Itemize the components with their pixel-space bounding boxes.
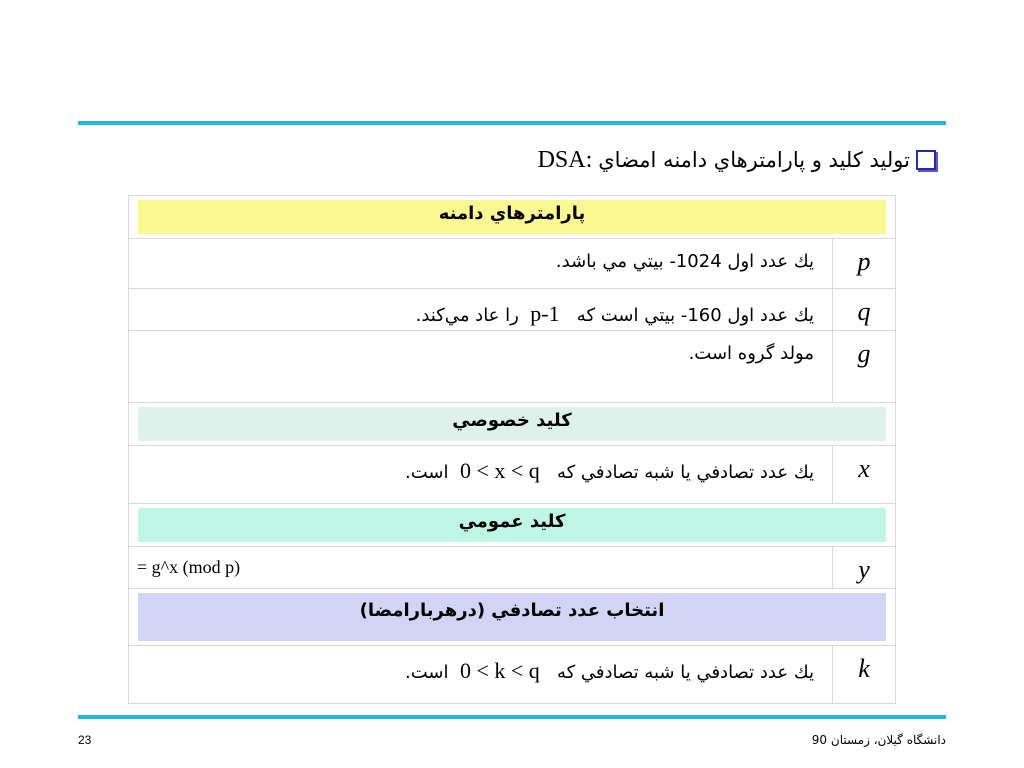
symbol-p: p [833, 239, 896, 289]
formula-y: = g^x (mod p) [129, 547, 833, 589]
section-header-domain: پارامترهاي دامنه [138, 200, 886, 234]
table-row-k [129, 646, 896, 704]
section-row-private [129, 403, 896, 446]
table-row-q [129, 289, 896, 331]
symbol-g: g [833, 331, 896, 403]
title-algo: DSA: [537, 146, 593, 173]
title-text: توليد كليد و پارامترهاي دامنه امضاي [598, 148, 910, 172]
footer-source: دانشگاه گيلان، زمستان 90 [811, 733, 946, 747]
description-x: يك عدد تصادفي يا شبه تصادفي كه 0 < x < q است. [129, 446, 833, 504]
table-row-g [129, 331, 896, 403]
dsa-parameters-table [128, 195, 896, 704]
section-header-random-number: انتخاب عدد تصادفي (درهربارامضا) [138, 593, 886, 641]
section-header-public-key: كليد عمومي [138, 508, 886, 542]
table-row-y [129, 547, 896, 589]
description-p: يك عدد اول 1024- بيتي مي باشد. [129, 239, 833, 289]
symbol-x: x [833, 446, 896, 504]
page-number: 23 [78, 733, 92, 747]
symbol-k: k [833, 646, 896, 704]
section-row-random [129, 589, 896, 646]
symbol-y: y [833, 547, 896, 589]
bottom-rule [78, 715, 946, 719]
table-row-p [129, 239, 896, 289]
slide-title [538, 140, 936, 180]
section-header-private-key: كليد خصوصي [138, 407, 886, 441]
expr-p-minus-1: p-1 [530, 301, 560, 326]
top-rule [78, 121, 946, 125]
checkbox-bullet-icon [916, 150, 936, 170]
expr-x-range: 0 < x < q [459, 458, 540, 483]
description-k: يك عدد تصادفي يا شبه تصادفي كه 0 < k < q است. [129, 646, 833, 704]
expr-k-range: 0 < k < q [459, 658, 540, 683]
symbol-q: q [833, 289, 896, 331]
section-row-public [129, 504, 896, 547]
table-row-x [129, 446, 896, 504]
description-q: يك عدد اول 160- بيتي است كه p-1 را عاد مي‌كند. [129, 289, 833, 331]
section-row-domain [129, 196, 896, 239]
description-g: مولد گروه است. [129, 331, 833, 403]
